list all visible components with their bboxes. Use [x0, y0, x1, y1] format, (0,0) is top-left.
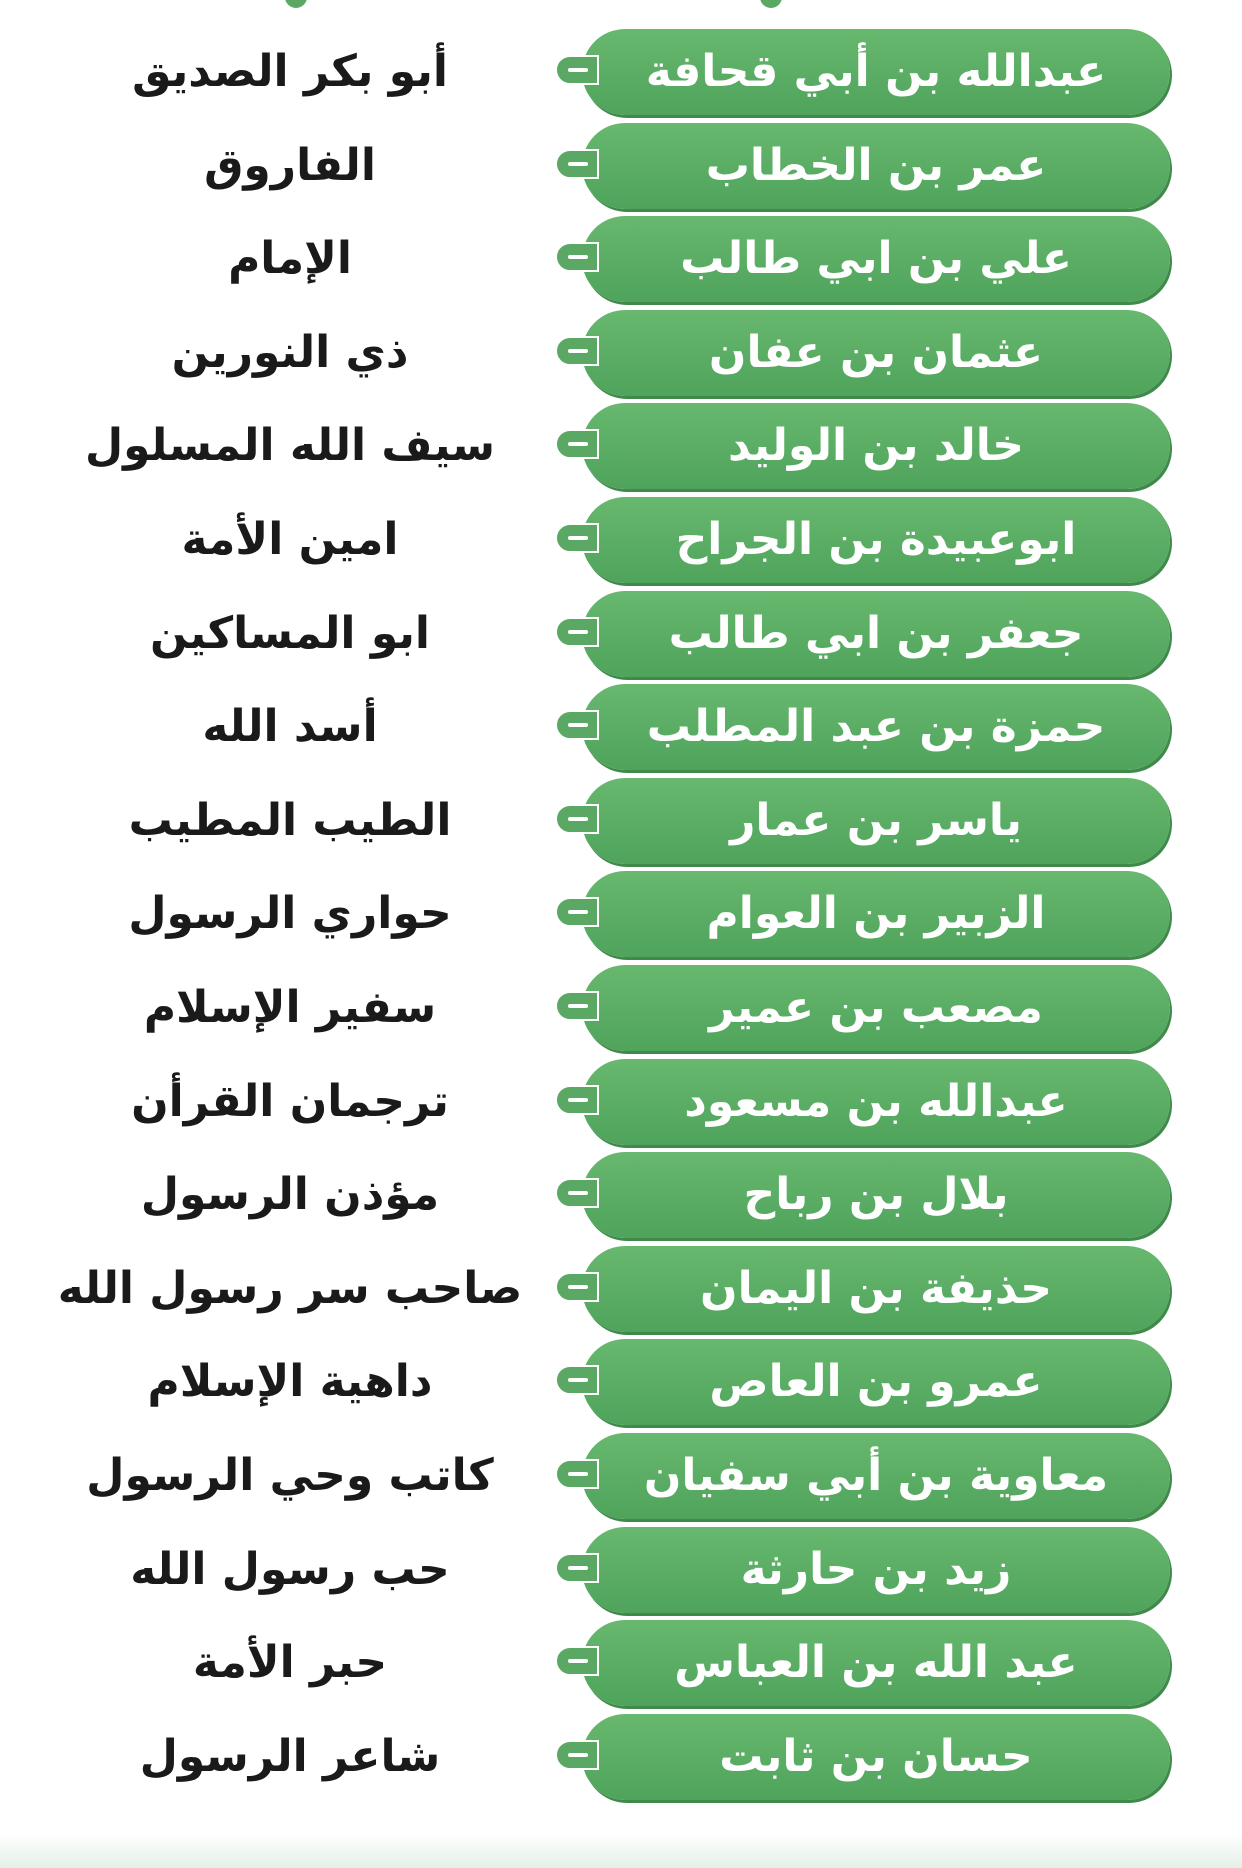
companion-name: علي بن ابي طالب [680, 233, 1072, 285]
companion-name: عثمان بن عفان [708, 326, 1044, 378]
companion-name: عمرو بن العاص [709, 1356, 1043, 1408]
companion-title: ذي النورين [171, 326, 409, 378]
list-item [0, 1525, 1242, 1619]
companion-title: أبو بكر الصديق [132, 46, 448, 97]
companion-name: ياسر بن عمار [730, 794, 1022, 846]
name-pill [582, 403, 1170, 489]
bottom-fade [0, 1834, 1242, 1868]
dash-icon [568, 910, 588, 914]
list-item [0, 214, 1242, 308]
name-pill [582, 1714, 1170, 1800]
dash-icon [568, 68, 588, 72]
dash-icon [568, 817, 588, 821]
name-pill [582, 216, 1170, 302]
name-pill [582, 123, 1170, 209]
dash-icon [568, 1004, 588, 1008]
list-item [0, 1057, 1242, 1151]
companion-name: جعفر بن ابي طالب [668, 607, 1084, 659]
dash-icon [568, 1472, 588, 1476]
companion-name: بلال بن رباح [743, 1169, 1009, 1221]
companions-list [0, 27, 1242, 1805]
top-marker-right [760, 0, 782, 8]
name-pill [582, 591, 1170, 677]
name-pill [582, 310, 1170, 396]
dash-icon [568, 1285, 588, 1289]
name-pill [582, 497, 1170, 583]
dash-icon [568, 1191, 588, 1195]
companion-name: زيد بن حارثة [740, 1543, 1012, 1595]
list-item [0, 27, 1242, 121]
dash-icon [568, 349, 588, 353]
companion-name: الزبير بن العوام [706, 888, 1046, 940]
companion-title: سفير الإسلام [143, 981, 437, 1033]
companion-title: حواري الرسول [128, 888, 452, 940]
list-item [0, 1244, 1242, 1338]
companion-name: حسان بن ثابت [719, 1730, 1033, 1782]
companion-title: مؤذن الرسول [140, 1169, 440, 1221]
dash-icon [568, 1566, 588, 1570]
name-pill [582, 29, 1170, 115]
dash-icon [568, 442, 588, 446]
companion-title: صاحب سر رسول الله [57, 1262, 523, 1314]
companion-name: حذيفة بن اليمان [700, 1262, 1052, 1314]
name-pill [582, 1527, 1170, 1613]
list-item [0, 121, 1242, 215]
list-item [0, 682, 1242, 776]
list-item [0, 1431, 1242, 1525]
companion-title: سيف الله المسلول [84, 420, 496, 472]
companion-title: كاتب وحي الرسول [86, 1449, 494, 1501]
dash-icon [568, 1659, 588, 1663]
companion-name: عبدالله بن أبي قحافة [645, 46, 1107, 97]
name-pill [582, 778, 1170, 864]
companion-name: عبد الله بن العباس [674, 1637, 1078, 1689]
name-pill [582, 1059, 1170, 1145]
dash-icon [568, 723, 588, 727]
companion-title: الفاروق [204, 139, 376, 191]
list-item [0, 1618, 1242, 1712]
dash-icon [568, 630, 588, 634]
companion-title: داهية الإسلام [147, 1356, 433, 1408]
name-pill [582, 1339, 1170, 1425]
list-item [0, 589, 1242, 683]
list-item [0, 869, 1242, 963]
name-pill [582, 1620, 1170, 1706]
name-pill [582, 1152, 1170, 1238]
name-pill [582, 965, 1170, 1051]
companion-title: حب رسول الله [130, 1543, 450, 1595]
dash-icon [568, 1098, 588, 1102]
companion-title: أسد الله [202, 701, 378, 753]
companion-name: عبدالله بن مسعود [684, 1075, 1068, 1127]
dash-icon [568, 1753, 588, 1757]
name-pill [582, 684, 1170, 770]
companion-name: مصعب بن عمير [709, 981, 1043, 1033]
companion-title: الطيب المطيب [128, 794, 452, 846]
name-pill [582, 871, 1170, 957]
list-item [0, 1337, 1242, 1431]
dash-icon [568, 1378, 588, 1382]
list-item [0, 401, 1242, 495]
name-pill [582, 1433, 1170, 1519]
list-item [0, 776, 1242, 870]
list-item [0, 1712, 1242, 1806]
list-item [0, 963, 1242, 1057]
dash-icon [568, 536, 588, 540]
companion-title: الإمام [228, 233, 352, 285]
companion-name: معاوية بن أبي سفيان [643, 1449, 1109, 1501]
companion-title: ابو المساكين [149, 607, 431, 659]
companion-title: امين الأمة [181, 513, 399, 565]
dash-icon [568, 162, 588, 166]
companion-title: حبر الأمة [192, 1637, 388, 1689]
list-item [0, 1150, 1242, 1244]
dash-icon [568, 255, 588, 259]
companion-name: خالد بن الوليد [727, 420, 1024, 472]
name-pill [582, 1246, 1170, 1332]
list-item [0, 308, 1242, 402]
top-marker-left [285, 0, 307, 8]
companion-name: ابوعبيدة بن الجراح [675, 513, 1077, 565]
companion-title: ترجمان القرأن [131, 1075, 449, 1127]
companion-name: حمزة بن عبد المطلب [646, 701, 1106, 753]
companion-title: شاعر الرسول [139, 1730, 441, 1782]
companion-name: عمر بن الخطاب [705, 139, 1047, 191]
list-item [0, 495, 1242, 589]
top-decoration [0, 0, 1242, 12]
